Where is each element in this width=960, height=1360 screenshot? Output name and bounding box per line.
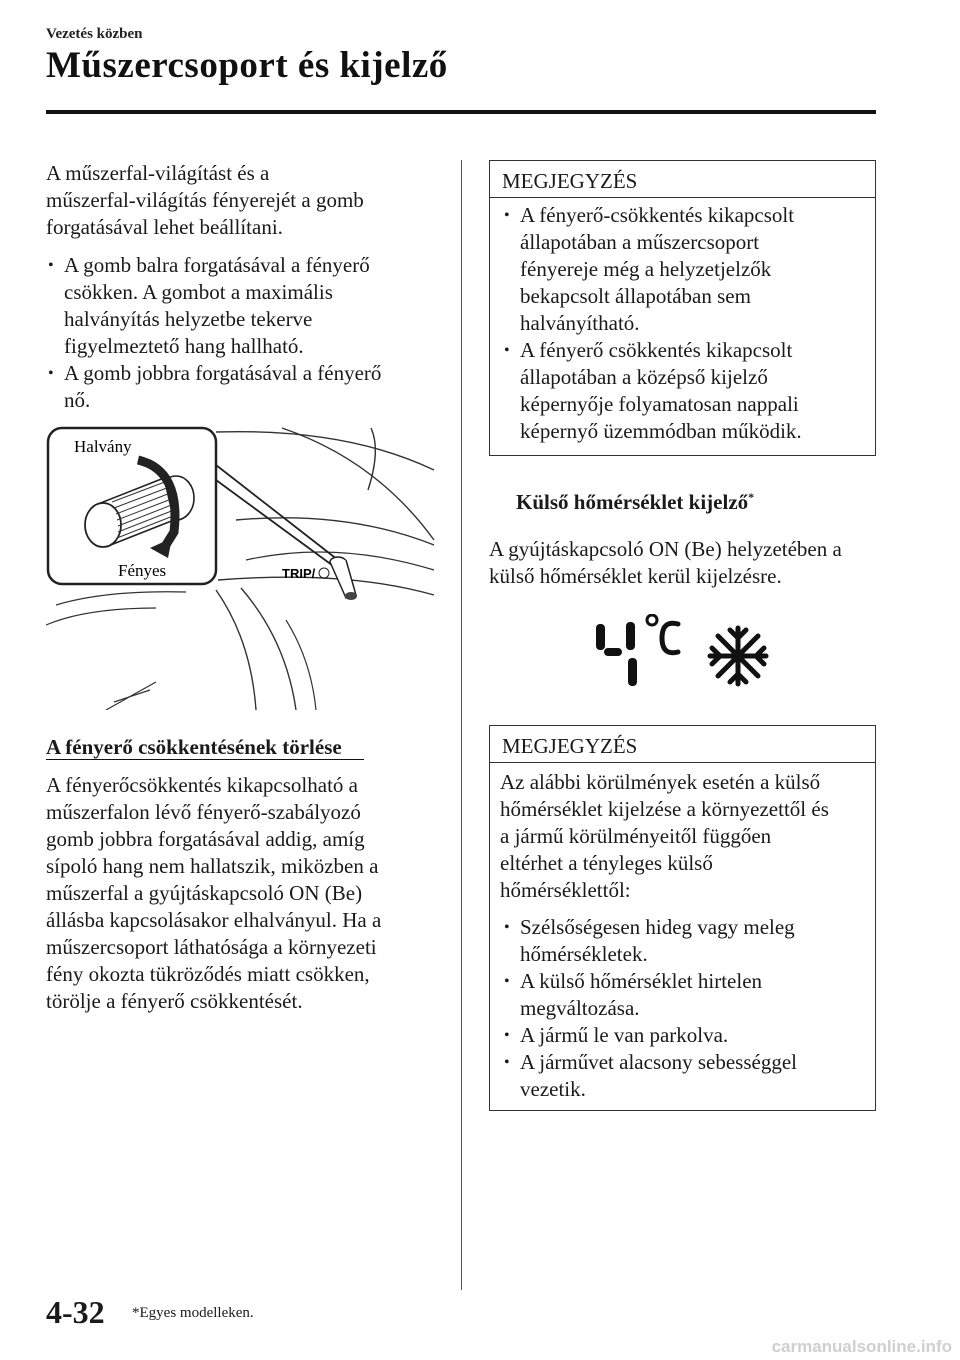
bullet-dot: • bbox=[48, 365, 54, 382]
subheading-cancel-dimming: A fényerő csökkentésének törlése bbox=[46, 735, 342, 759]
outside-temp-paragraph: A gyújtáskapcsoló ON (Be) helyzetében a külső hőmérséklet kerül kijelzésre. bbox=[489, 537, 842, 588]
note-bullet-list bbox=[490, 904, 875, 1103]
outside-temp-heading bbox=[516, 490, 754, 515]
outside-temp-display bbox=[590, 614, 780, 694]
section-label: Vezetés közben bbox=[46, 26, 143, 42]
trip-label: TRIP/ bbox=[282, 566, 316, 581]
dimmer-knob-figure bbox=[46, 420, 436, 710]
bright-label: Fényes bbox=[118, 561, 167, 580]
bullet-dot: • bbox=[504, 342, 510, 359]
watermark: carmanualsonline.info bbox=[771, 1337, 952, 1356]
bullet-dot: • bbox=[504, 207, 510, 224]
cancel-dimming-heading-block bbox=[46, 734, 436, 761]
footnote: *Egyes modelleken. bbox=[132, 1305, 254, 1321]
intro-line: forgatásával lehet beállítani. bbox=[46, 215, 283, 239]
list-item: • A gomb balra forgatásával a fényerő csökken. A gombot a maximális halványítás helyzetbe tekerve figyelmeztető hang hallható. bbox=[48, 253, 370, 358]
cancel-dimming-paragraph: A fényerőcsökkentés kikapcsolható a műszerfalon lévő fényerő-szabályozó gomb jobbra forgatásával addig, amíg sípoló hang nem hallatszik, miközben a műszerfal a gyújtáskapcsoló ON (Be) állásba kapcsolásakor elhalványul. Ha a műszercsoport láthatósága a környezeti fény okozta tükröződés miatt csökken, törölje a fényerő csökkentését. bbox=[46, 773, 382, 1013]
snowflake-icon bbox=[706, 624, 770, 688]
list-item: • A gomb jobbra forgatásával a fényerő nő. bbox=[48, 361, 382, 412]
bullet-dot: • bbox=[48, 257, 54, 274]
outside-temp-heading-text: Külső hőmérséklet kijelző bbox=[516, 490, 749, 514]
note-intro: Az alábbi körülmények esetén a külső hőmérséklet kijelzése a környezettől és a jármű körülményeitől függően eltérhet a tényleges külső hőmérséklettől: bbox=[500, 770, 829, 902]
list-item: • A fényerő-csökkentés kikapcsolt állapotában a műszercsoport fényereje még a helyzetjelzők bekapcsolt állapotában sem halványítható. bbox=[504, 203, 795, 335]
note-box bbox=[489, 725, 876, 1111]
model-footnote-mark: * bbox=[748, 490, 755, 504]
note-heading: MEGJEGYZÉS bbox=[502, 734, 638, 758]
dim-label: Halvány bbox=[74, 437, 132, 456]
bullet-dot: • bbox=[504, 1027, 510, 1044]
intro-line: műszerfal-világítás fényerejét a gomb bbox=[46, 188, 364, 212]
list-item: • Szélsőségesen hideg vagy meleg hőmérsékletek. bbox=[504, 915, 795, 966]
bullet-dot: • bbox=[504, 919, 510, 936]
list-item: • A jármű le van parkolva. bbox=[504, 1023, 729, 1047]
bullet-dot: • bbox=[504, 1054, 510, 1071]
note-bullet-list bbox=[490, 198, 875, 445]
list-item: • A külső hőmérséklet hirtelen megváltozása. bbox=[504, 969, 763, 1020]
list-item: • A fényerő csökkentés kikapcsolt állapotában a középső kijelző képernyője folyamatosan nappali képernyő üzemmódban működik. bbox=[504, 338, 802, 443]
title-rule bbox=[46, 110, 876, 114]
intro-line: A műszerfal-világítást és a bbox=[46, 161, 270, 185]
page-number: 4-32 bbox=[46, 1294, 105, 1330]
dimmer-bullet-list bbox=[46, 252, 436, 414]
dimmer-knob-illustration bbox=[46, 420, 436, 710]
note-heading: MEGJEGYZÉS bbox=[502, 169, 638, 193]
bullet-dot: • bbox=[504, 973, 510, 990]
list-item: • A járművet alacsony sebességgel vezetik. bbox=[504, 1050, 797, 1101]
page-title: Műszercsoport és kijelző bbox=[46, 45, 448, 86]
intro-paragraph bbox=[46, 160, 436, 241]
column-divider bbox=[461, 160, 462, 1290]
note-box bbox=[489, 160, 876, 456]
subheading-rule bbox=[46, 759, 364, 760]
